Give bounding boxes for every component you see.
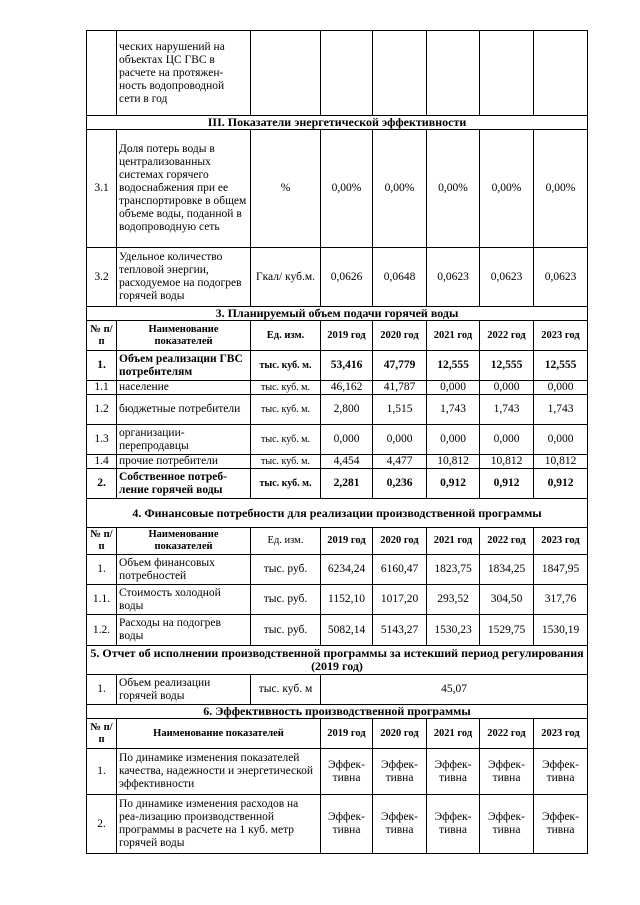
table-row: 2. Собственное потреб-ление горячей воды тыс. куб. м. 2,281 0,236 0,912 0,912 0,912	[87, 469, 588, 499]
table-header-row: № п/п Наименование показателей Ед. изм. 2019 год 2020 год 2021 год 2022 год 2023 год	[87, 321, 588, 351]
continuation-row	[87, 31, 588, 116]
table-row: 1. Объем реализации ГВС потребителям тыс. куб. м. 53,416 47,779 12,555 12,555 12,555	[87, 351, 588, 381]
section-iii-title: III. Показатели энергетической эффективности	[87, 116, 588, 130]
table-row: 1. Объем реализации горячей воды тыс. куб. м 45,07	[87, 675, 588, 705]
table-row: 1.3 организации-перепродавцы тыс. куб. м. 0,000 0,000 0,000 0,000 0,000	[87, 425, 588, 455]
table-row: 1.2 бюджетные потребители тыс. куб. м. 2,800 1,515 1,743 1,743 1,743	[87, 395, 588, 425]
table-header-row: № п/п Наименование показателей Ед. изм. 2019 год 2020 год 2021 год 2022 год 2023 год	[87, 528, 588, 555]
table-row: 2. По динамике изменения расходов на реа-лизацию производственной программы в расчете на 1 куб. метр горячей воды Эффек-тивна Эффек-тивна Эффек-тивна Эффек-тивна Эффек-тивна	[87, 795, 588, 854]
continuation-text: ческих нарушений на объектах ЦС ГВС в расчете на протяжен-ность водопроводной сети в год	[117, 31, 251, 116]
document-table	[86, 30, 588, 854]
section-4-title: 4. Финансовые потребности для реализации производственной программы	[87, 499, 588, 528]
section-6-title: 6. Эффективность производственной программы	[87, 705, 588, 719]
table-header-row: № п/п Наименование показателей 2019 год 2020 год 2021 год 2022 год 2023 год	[87, 719, 588, 749]
table-row: 3.2 Удельное количество тепловой энергии, расходуемое на подогрев горячей воды Гкал/ куб.м. 0,0626 0,0648 0,0623 0,0623 0,0623	[87, 248, 588, 307]
table-row: 1.2. Расходы на подогрев воды тыс. руб. 5082,14 5143,27 1530,23 1529,75 1530,19	[87, 615, 588, 646]
table-row: 1.1. Стоимость холодной воды тыс. руб. 1152,10 1017,20 293,52 304,50 317,76	[87, 585, 588, 615]
section-3-title: 3. Планируемый объем подачи горячей воды	[87, 307, 588, 321]
table-row: 1.4 прочие потребители тыс. куб. м. 4,454 4,477 10,812 10,812 10,812	[87, 455, 588, 469]
table-row: 1. По динамике изменения показателей качества, надежности и энергетической эффективности Эффек-тивна Эффек-тивна Эффек-тивна Эффек-тивна Эффек-тивна	[87, 749, 588, 795]
table-row: 3.1 Доля потерь воды в централизованных системах горячего водоснабжения при ее транспортировке в общем объеме воды, поданной в водопроводную сеть % 0,00% 0,00% 0,00% 0,00% 0,00%	[87, 130, 588, 248]
table-row: 1.1 население тыс. куб. м. 46,162 41,787 0,000 0,000 0,000	[87, 381, 588, 395]
table-row: 1. Объем финансовых потребностей тыс. руб. 6234,24 6160,47 1823,75 1834,25 1847,95	[87, 555, 588, 585]
section-5-title: 5. Отчет об исполнении производственной программы за истекший период регулирования (2019 год)	[87, 646, 588, 675]
report-value: 45,07	[321, 675, 588, 705]
